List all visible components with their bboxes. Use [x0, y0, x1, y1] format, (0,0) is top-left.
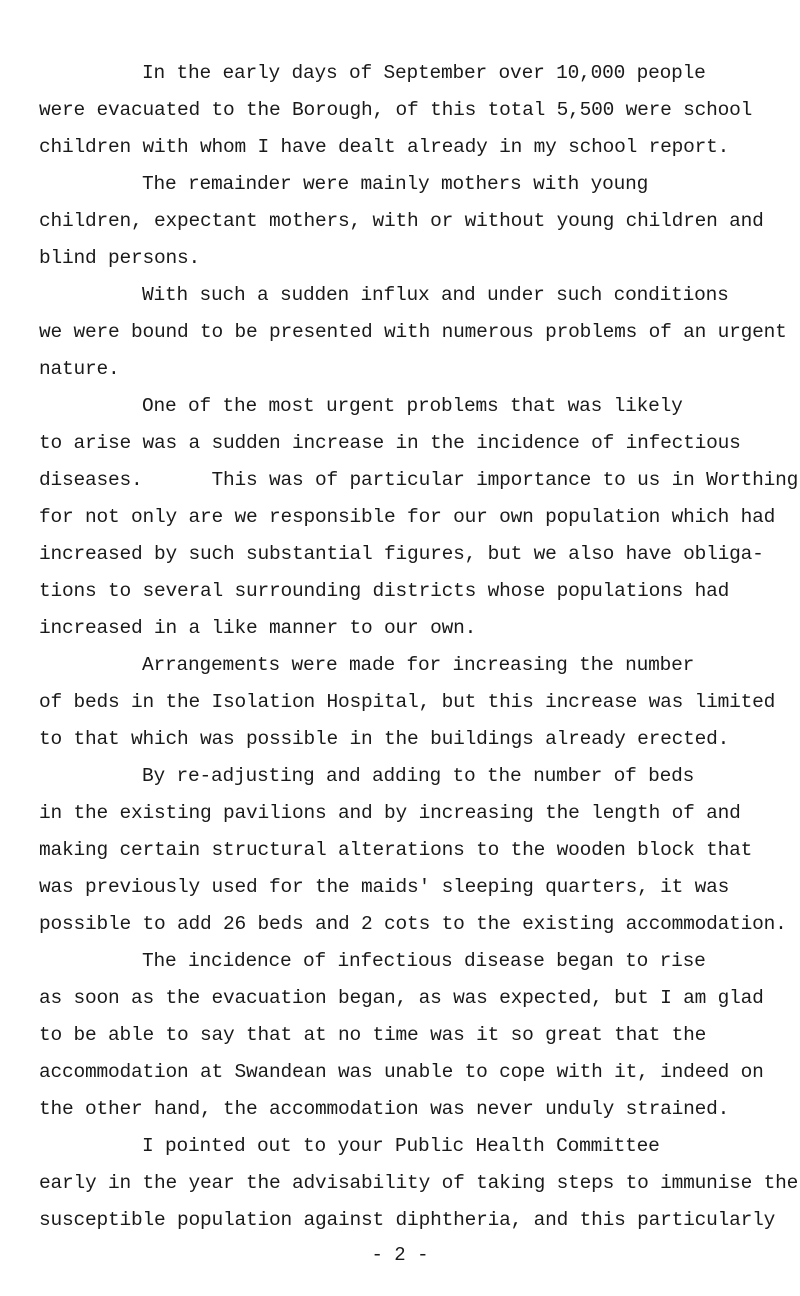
text-line: diseases. This was of particular importance to us in Worthing	[39, 469, 799, 491]
text-line: With such a sudden influx and under such conditions	[142, 284, 729, 306]
page-number: - 2 -	[371, 1244, 429, 1266]
text-line: making certain structural alterations to the wooden block that	[39, 839, 753, 861]
text-line: children with whom I have dealt already in my school report.	[39, 136, 730, 158]
text-line: I pointed out to your Public Health Committee	[142, 1135, 660, 1157]
text-line: susceptible population against diphtheria, and this particularly	[39, 1209, 776, 1231]
text-line: tions to several surrounding districts whose populations had	[39, 580, 730, 602]
text-line: in the existing pavilions and by increasing the length of and	[39, 802, 741, 824]
text-line: accommodation at Swandean was unable to cope with it, indeed on	[39, 1061, 764, 1083]
text-line: early in the year the advisability of taking steps to immunise the	[39, 1172, 799, 1194]
text-line: By re-adjusting and adding to the number of beds	[142, 765, 695, 787]
text-line: to that which was possible in the buildings already erected.	[39, 728, 730, 750]
text-line: was previously used for the maids' sleeping quarters, it was	[39, 876, 730, 898]
text-line: children, expectant mothers, with or without young children and	[39, 210, 764, 232]
text-line: One of the most urgent problems that was likely	[142, 395, 683, 417]
text-line: nature.	[39, 358, 120, 380]
text-line: blind persons.	[39, 247, 201, 269]
text-line: to arise was a sudden increase in the incidence of infectious	[39, 432, 741, 454]
text-line: In the early days of September over 10,000 people	[142, 62, 706, 84]
text-line: The remainder were mainly mothers with young	[142, 173, 649, 195]
text-line: as soon as the evacuation began, as was expected, but I am glad	[39, 987, 764, 1009]
text-line: the other hand, the accommodation was never unduly strained.	[39, 1098, 730, 1120]
text-line: The incidence of infectious disease began to rise	[142, 950, 706, 972]
text-line: possible to add 26 beds and 2 cots to the existing accommodation.	[39, 913, 787, 935]
text-line: increased by such substantial figures, but we also have obliga-	[39, 543, 764, 565]
text-line: Arrangements were made for increasing the number	[142, 654, 695, 676]
text-line: we were bound to be presented with numerous problems of an urgent	[39, 321, 787, 343]
text-line: were evacuated to the Borough, of this total 5,500 were school	[39, 99, 753, 121]
text-line: of beds in the Isolation Hospital, but this increase was limited	[39, 691, 776, 713]
text-line: increased in a like manner to our own.	[39, 617, 477, 639]
text-line: for not only are we responsible for our own population which had	[39, 506, 776, 528]
text-line: to be able to say that at no time was it so great that the	[39, 1024, 707, 1046]
